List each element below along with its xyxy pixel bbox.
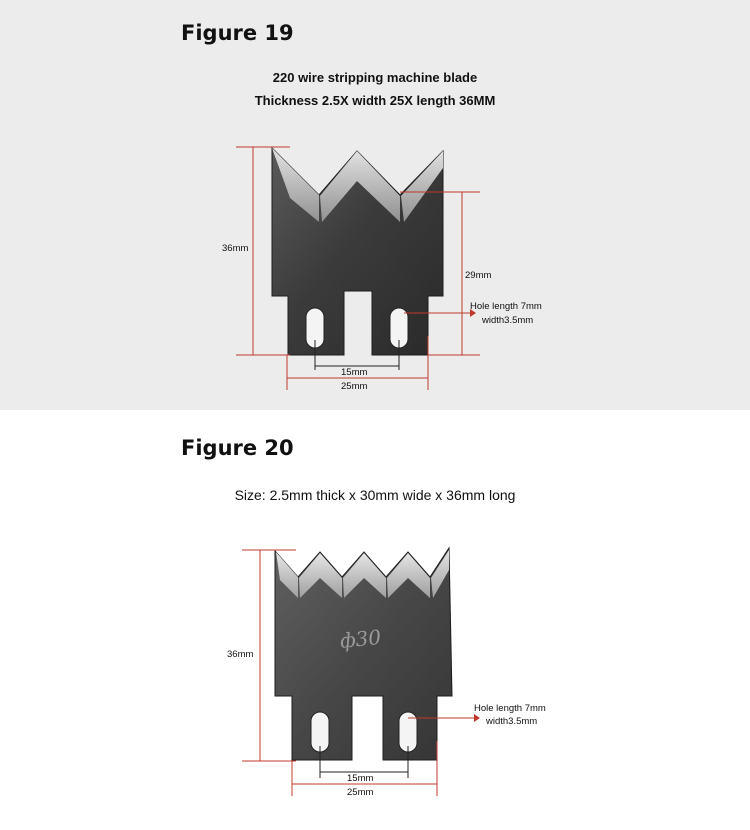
- dim-19-width-label: 25mm: [341, 381, 368, 392]
- figure-20-drawing: [0, 410, 750, 830]
- figure-19-caption-line2: Thickness 2.5X width 25X length 36MM: [254, 93, 496, 108]
- dim-20-hole-width: width3.5mm: [486, 716, 538, 727]
- dim-19-shoulder-label: 29mm: [465, 270, 492, 281]
- figure-19-panel: [0, 0, 750, 410]
- figure-20-panel: [0, 410, 750, 830]
- dim-19-height-label: 36mm: [222, 243, 249, 254]
- figure-19-drawing: [0, 0, 750, 410]
- figure-19-title: Figure 19: [181, 21, 294, 45]
- blade-20-engraving: ф30: [338, 624, 383, 654]
- dim-19-hole-length: Hole length 7mm: [470, 301, 542, 312]
- figure-19-caption-line1: 220 wire stripping machine blade: [272, 70, 478, 85]
- figure-20-caption: Size: 2.5mm thick x 30mm wide x 36mm long: [234, 487, 516, 503]
- dim-20-spacing-label: 15mm: [347, 773, 374, 784]
- figure-20-title: Figure 20: [181, 436, 294, 460]
- dim-19-spacing-label: 15mm: [341, 367, 368, 378]
- dim-20-height-label: 36mm: [227, 649, 254, 660]
- dim-20-width-label: 25mm: [347, 787, 374, 798]
- dim-19-hole-width: width3.5mm: [482, 315, 534, 326]
- dim-20-hole-arrow: [474, 714, 480, 722]
- dim-20-hole-length: Hole length 7mm: [474, 703, 546, 714]
